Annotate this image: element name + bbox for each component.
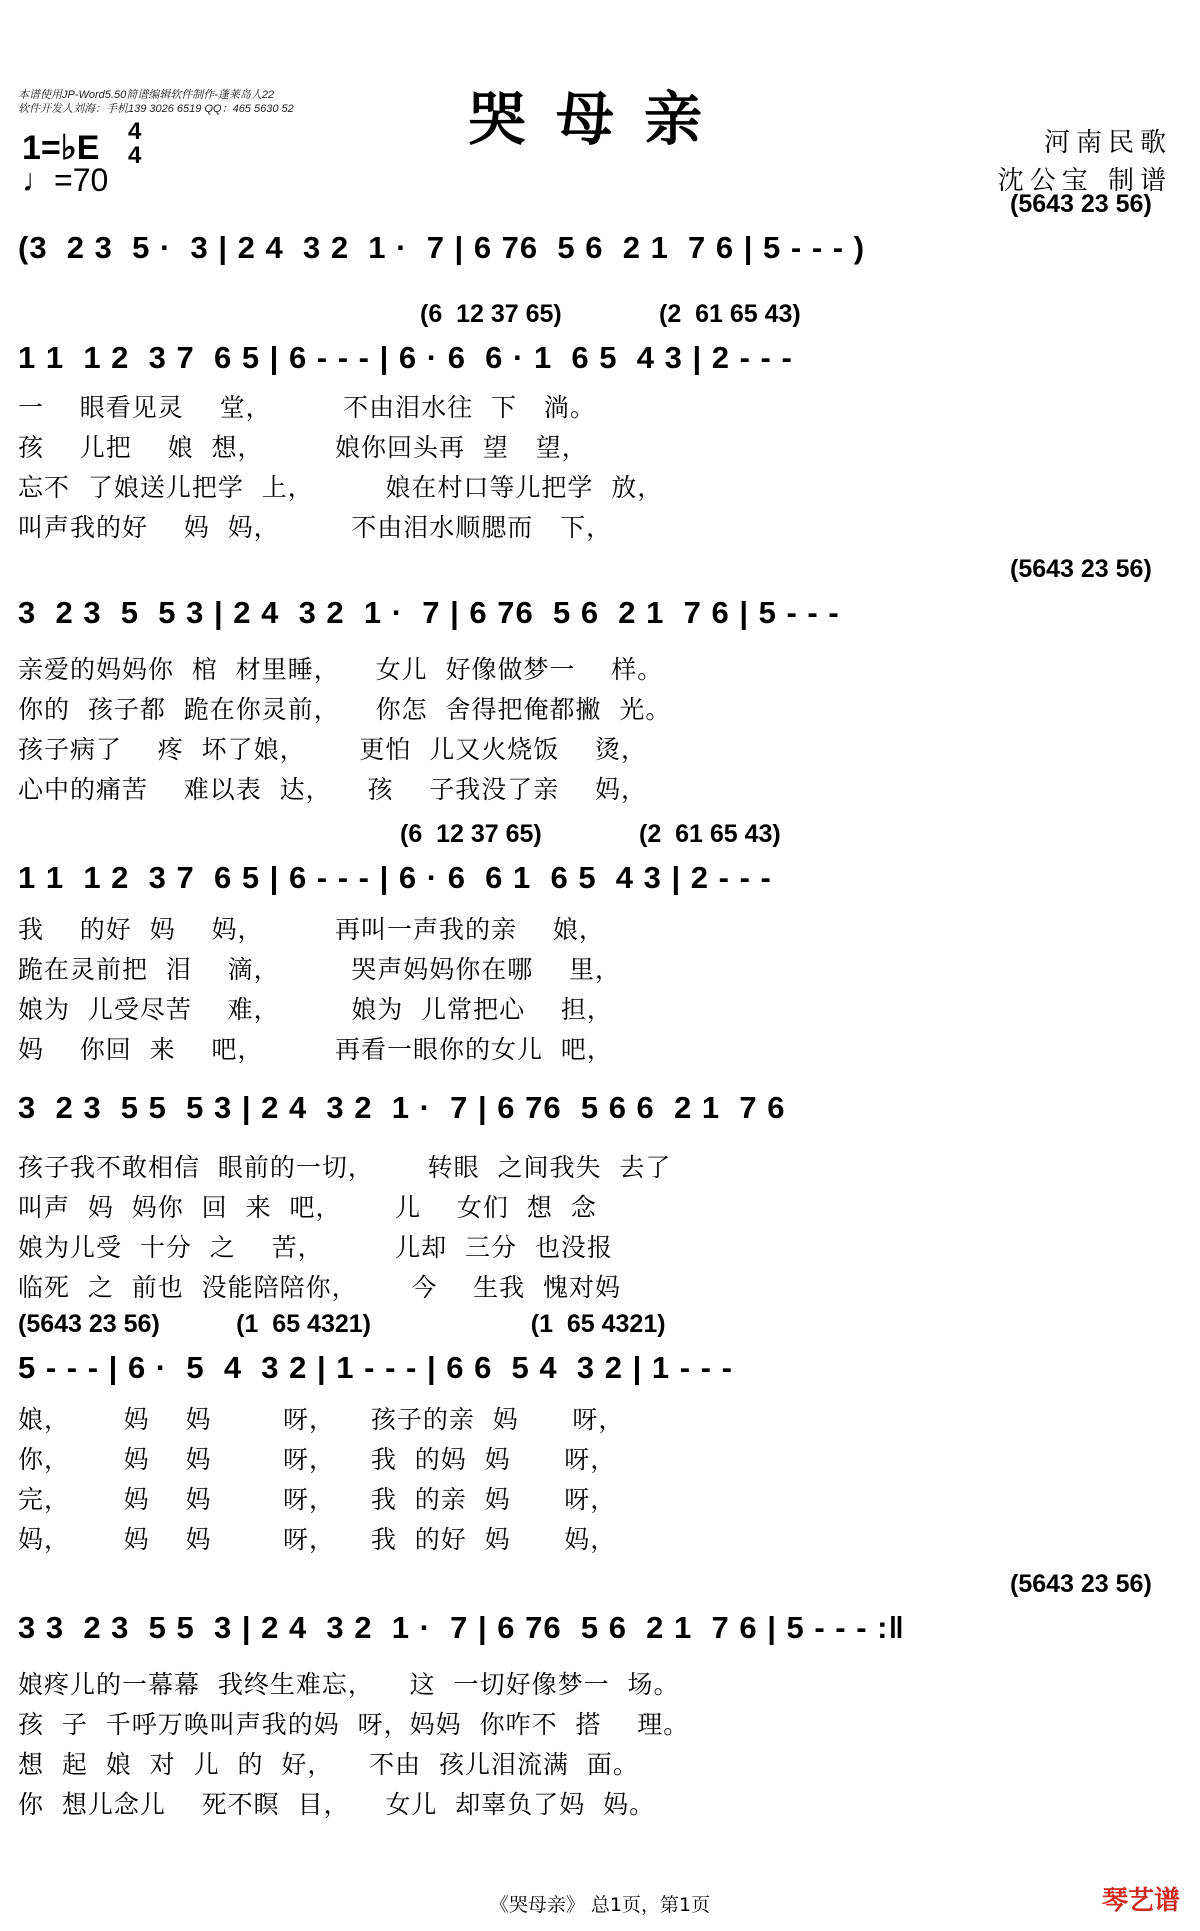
notation-line: (3 2 3 5 · 3 | 2 4 3 2 1 · 7 | 6 76 5 6 2 1 7 6 | 5 - - - ) <box>18 230 866 265</box>
lyric-verse-4: 妈 你回 来 吧， 再看一眼你的女儿 吧， <box>18 1035 613 1064</box>
tempo-marking: ♩=70 <box>22 162 109 198</box>
lyric-verse-4: 妈， 妈 妈 呀， 我 的好 妈 妈， <box>18 1525 617 1554</box>
qinyipu-logo: 琴艺谱 <box>1101 1886 1180 1916</box>
lyric-verse-2: 叫声 妈 妈你 回 来 吧， 儿 女们 想 念 <box>18 1193 597 1222</box>
notation-line: 5 - - - | 6 · 5 4 3 2 | 1 - - - | 6 6 5 4 3 2 | 1 - - - <box>18 1350 733 1385</box>
notation-line: 3 2 3 5 5 5 3 | 2 4 3 2 1 · 7 | 6 76 5 6 6 2 1 7 6 <box>18 1090 786 1125</box>
lyric-verse-4: 叫声我的好 妈 妈， 不由泪水顺腮而 下， <box>18 513 613 542</box>
lyric-verse-2: 跪在灵前把 泪 滴， 哭声妈妈你在哪 里， <box>18 955 622 984</box>
lyric-verse-3: 完， 妈 妈 呀， 我 的亲 妈 呀， <box>18 1485 617 1514</box>
intro-phrase: (5643 23 56) (1 65 4321) (1 65 4321) <box>18 1310 666 1338</box>
lyric-verse-2: 孩 子 千呼万唤叫声我的妈 呀，妈妈 你咋不 搭 理。 <box>18 1710 690 1739</box>
page-footer: 《哭母亲》 总1页，第1页 <box>489 1894 711 1916</box>
notation-line: 1 1 1 2 3 7 6 5 | 6 - - - | 6 · 6 6 1 6 5 4 3 | 2 - - - <box>18 860 772 895</box>
lyric-verse-4: 临死 之 前也 没能陪陪你， 今 生我 愧对妈 <box>18 1273 622 1302</box>
arranger-credit: 沈公宝 制谱 <box>997 166 1172 196</box>
notation-line: 3 2 3 5 5 3 | 2 4 3 2 1 · 7 | 6 76 5 6 2 1 7 6 | 5 - - - <box>18 595 840 630</box>
lyric-verse-3: 娘为儿受 十分 之 苦， 儿却 三分 也没报 <box>18 1233 613 1262</box>
intro-phrase: (6 12 37 65) (2 61 65 43) <box>420 300 801 328</box>
lyric-verse-1: 亲爱的妈妈你 棺 材里睡， 女儿 好像做梦一 样。 <box>18 655 664 684</box>
lyric-verse-2: 孩 儿把 娘 想， 娘你回头再 望 望， <box>18 433 588 462</box>
lyric-verse-1: 娘， 妈 妈 呀， 孩子的亲 妈 呀， <box>18 1405 625 1434</box>
lyric-verse-1: 我 的好 妈 妈， 再叫一声我的亲 娘， <box>18 915 605 944</box>
lyric-verse-4: 你 想儿念儿 死不瞑 目， 女儿 却辜负了妈 妈。 <box>18 1790 656 1819</box>
intro-phrase: (5643 23 56) <box>1010 555 1152 583</box>
lyric-verse-3: 娘为 儿受尽苦 难， 娘为 儿常把心 担， <box>18 995 613 1024</box>
software-note <box>18 88 294 116</box>
software-note-line-2: 软件开发人刘海：手机139 3026 6519 QQ：465 5630 52 <box>18 103 294 115</box>
notation-line: 3 3 2 3 5 5 3 | 2 4 3 2 1 · 7 | 6 76 5 6 2 1 7 6 | 5 - - - :‖ <box>18 1610 905 1645</box>
time-signature-bottom: 4 <box>128 142 142 169</box>
lyric-verse-3: 忘不 了娘送儿把学 上， 娘在村口等儿把学 放， <box>18 473 664 502</box>
lyric-verse-4: 心中的痛苦 难以表 达， 孩 子我没了亲 妈， <box>18 775 648 804</box>
lyric-verse-1: 娘疼儿的一幕幕 我终生难忘， 这 一切好像梦一 场。 <box>18 1670 680 1699</box>
score-title: 哭母亲 <box>467 85 732 153</box>
software-note-line-1: 本谱使用JP-Word5.50简谱编辑软件制作-蓬莱岛人22 <box>18 89 275 101</box>
lyric-verse-3: 想 起 娘 对 儿 的 好， 不由 孩儿泪流满 面。 <box>18 1750 639 1779</box>
key-signature: 1=♭E <box>22 129 100 167</box>
time-signature <box>128 120 141 168</box>
lyric-verse-2: 你， 妈 妈 呀， 我 的妈 妈 呀， <box>18 1445 617 1474</box>
intro-phrase: (5643 23 56) <box>1010 190 1152 218</box>
notation-line: 1 1 1 2 3 7 6 5 | 6 - - - | 6 · 6 6 · 1 6 5 4 3 | 2 - - - <box>18 340 793 375</box>
genre-credit: 河南民歌 <box>1043 128 1172 158</box>
lyric-verse-1: 孩子我不敢相信 眼前的一切， 转眼 之间我失 去了 <box>18 1153 672 1182</box>
lyric-verse-2: 你的 孩子都 跪在你灵前， 你怎 舍得把俺都撇 光。 <box>18 695 672 724</box>
intro-phrase: (6 12 37 65) (2 61 65 43) <box>400 820 781 848</box>
lyric-verse-1: 一 眼看见灵 堂， 不由泪水往 下 淌。 <box>18 393 596 422</box>
lyric-verse-3: 孩子病了 疼 坏了娘， 更怕 儿又火烧饭 烫， <box>18 735 648 764</box>
intro-phrase: (5643 23 56) <box>1010 1570 1152 1598</box>
time-signature-top: 4 <box>128 118 142 145</box>
